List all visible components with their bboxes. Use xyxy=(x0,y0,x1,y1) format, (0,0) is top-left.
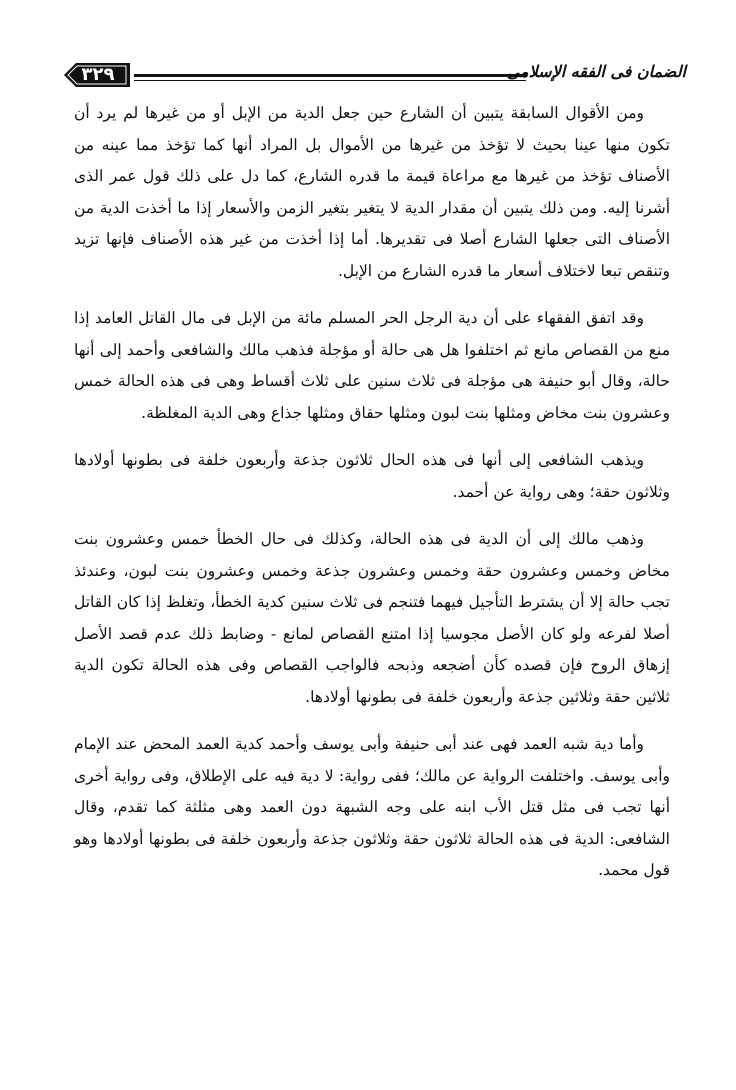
paragraph: ويذهب الشافعى إلى أنها فى هذه الحال ثلاثون جذعة وأربعون خلفة فى بطونها أولادها وثلاثون حقة؛ وهى رواية عن أحمد. xyxy=(74,451,670,501)
paragraph: ومن الأقوال السابقة يتبين أن الشارع حين جعل الدية من الإبل أو من غيرها لم يرد أن تكون منها عينا بحيث لا تؤخذ من غيرها من الأموال بل المراد أنها كما تؤخذ مما عينه من الأصناف تؤخذ من غيرها مع مراعاة قيمة ما قدره الشارع، كما دل على ذلك قول عمر الذى أشرنا إليه. ومن ذلك يتبين أن مقدار الدية لا يتغير بتغير الزمن والأسعار إذا ما أخذت الدية من الأصناف التى جعلها الشارع أصلا فى تقديرها. أما إذا أخذت من غير هذه الأصناف فإنها تزيد وتنقص تبعا لاختلاف أسعار ما قدره الشارع من الإبل. xyxy=(74,104,670,280)
paragraph: وذهب مالك إلى أن الدية فى هذه الحالة، وكذلك فى حال الخطأ خمس وعشرون بنت مخاض وخمس وعشرون حقة وخمس وعشرون جذعة وخمس وعشرون بنت لبون، وعندئذ تجب حالة إلا أن يشترط التأجيل فيهما فتنجم فى ثلاث سنين كدية الخطأ، وتغلظ إذا كان القاتل أصلا لفرعه ولو كان الأصل مجوسيا إذا امتنع القصاص لمانع - وضابط ذلك عدم قصد الأصل إزهاق الروح فإن قصده كأن أضجعه وذبحه فالواجب القصاص وفى هذه الحالة تكون الدية ثلاثين حقة وثلاثين جذعة وأربعون خلفة فى بطونها أولادها. xyxy=(74,530,670,706)
body-text xyxy=(74,98,670,903)
header-rule xyxy=(134,74,526,81)
page-number-badge xyxy=(64,60,130,90)
running-title: الضمان فى الفقه الإسلامى xyxy=(506,62,686,81)
page-number: ٣٢٩ xyxy=(81,64,115,85)
paragraph: وقد اتفق الفقهاء على أن دية الرجل الحر المسلم مائة من الإبل فى مال القاتل العامد إذا منع من القصاص مانع ثم اختلفوا هل هى حالة أو مؤجلة فذهب مالك والشافعى وأحمد إلى أنها حالة، وقال أبو حنيفة هى مؤجلة فى ثلاث سنين على ثلاث أقساط وهى فى هذه الحالة خمس وعشرون بنت مخاض ومثلها بنت لبون ومثلها حقاق ومثلها جذاع وهى الدية المغلظة. xyxy=(74,309,670,422)
paragraph: وأما دية شبه العمد فهى عند أبى حنيفة وأبى يوسف وأحمد كدية العمد المحض عند الإمام وأبى يوسف. واختلفت الرواية عن مالك؛ ففى رواية: لا دية فيه على الإطلاق، وفى رواية أخرى أنها تجب فى مثل قتل الأب ابنه على وجه الشبهة دون العمد وهى مثلثة كما تقدم، وقال الشافعى: الدية فى هذه الحالة ثلاثون حقة وثلاثون جذعة وأربعون خلفة فى بطونها أولادها وهو قول محمد. xyxy=(74,735,670,879)
page-header xyxy=(64,56,686,96)
